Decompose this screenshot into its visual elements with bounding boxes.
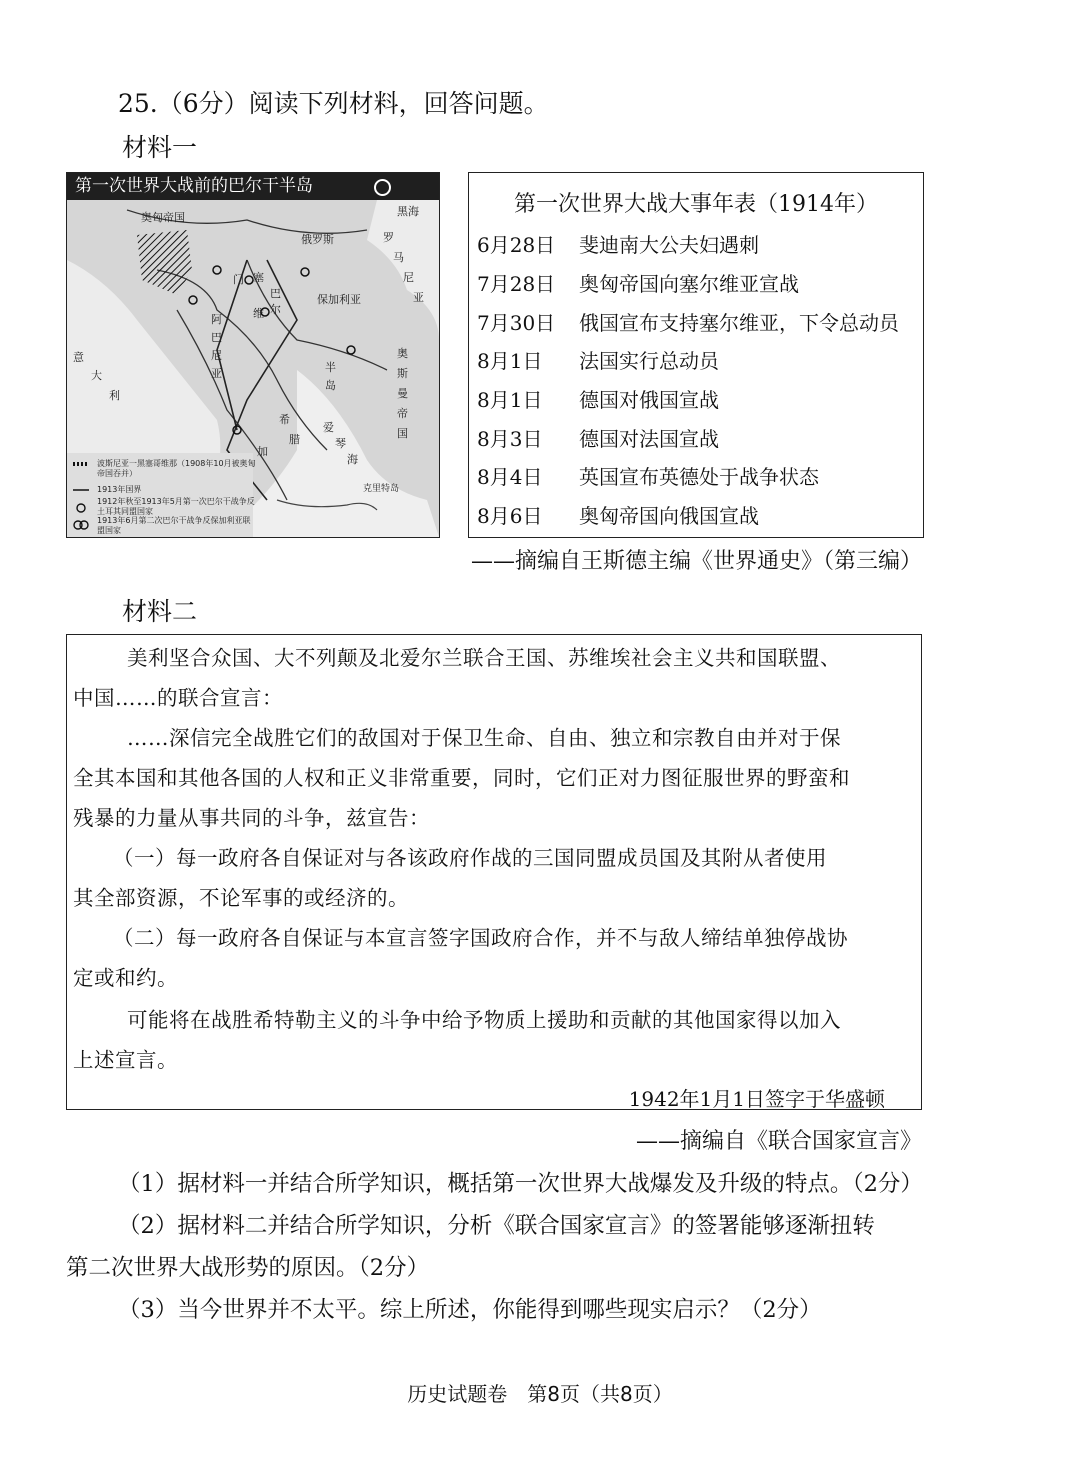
- event-text: 奥匈帝国向俄国宣战: [579, 504, 759, 528]
- map-label: 尔: [270, 303, 281, 316]
- map-label: 巴: [270, 287, 281, 300]
- table-row: [477, 384, 719, 413]
- table-row: [477, 500, 759, 529]
- map-label: 巴: [211, 331, 222, 344]
- legend-first-war: 1912年秋至1913年5月第一次巴尔干战争反土耳其同盟国家: [97, 497, 255, 516]
- map-label: 亚: [413, 291, 424, 304]
- balkan-map: [66, 172, 440, 538]
- declaration-line: 残暴的力量从事共同的斗争，兹宣告：: [73, 806, 430, 830]
- material2-source: ——摘编自《联合国家宣言》: [635, 1129, 922, 1154]
- declaration-line: （一）每一政府各自保证对与各该政府作战的三国同盟成员国及其附从者使用: [113, 846, 827, 870]
- table-row: [477, 461, 819, 490]
- map-label: 岛: [325, 379, 336, 392]
- question-2: （2）据材料二并结合所学知识，分析《联合国家宣言》的签署能够逐渐扭转: [118, 1213, 875, 1239]
- map-label: 尼: [403, 271, 414, 284]
- event-text: 俄国宣布支持塞尔维亚，下令总动员: [579, 311, 899, 335]
- material1-source: ——摘编自王斯德主编《世界通史》（第三编）: [470, 549, 922, 574]
- declaration-line: 中国……的联合宣言：: [73, 686, 283, 710]
- map-label: 爱: [323, 421, 334, 434]
- event-date: 6月28日: [477, 233, 556, 257]
- declaration-line: 全其本国和其他各国的人权和正义非常重要，同时，它们正对力图征服世界的野蛮和: [73, 766, 850, 790]
- map-label: 国: [397, 427, 408, 440]
- map-label: 曼: [397, 387, 408, 400]
- map-label: 帝: [397, 407, 408, 420]
- material2-label: 材料二: [122, 597, 198, 626]
- declaration-box: [66, 634, 922, 1110]
- event-text: 英国宣布英德处于战争状态: [579, 465, 819, 489]
- table-row: [477, 423, 719, 452]
- map-label: 俄罗斯: [301, 233, 334, 246]
- table-row: [477, 229, 759, 258]
- legend-annexed: 波斯尼亚一黑塞哥维那（1908年10月被奥匈帝国吞并）: [97, 459, 256, 478]
- declaration-line: 可能将在战胜希特勒主义的斗争中给予物质上援助和贡献的其他国家得以加入: [127, 1008, 841, 1032]
- event-date: 8月1日: [477, 388, 543, 412]
- map-label: 奥: [397, 347, 408, 360]
- question-title: 25.（6分）阅读下列材料，回答问题。: [118, 89, 549, 118]
- map-title-circle-icon: [374, 179, 391, 196]
- map-label: 斯: [397, 367, 408, 380]
- map-label: 尼: [211, 349, 222, 362]
- legend-second-war: 1913年6月第二次巴尔干战争反保加利亚联盟国家: [97, 516, 251, 535]
- event-text: 斐迪南大公夫妇遇刺: [579, 233, 759, 257]
- declaration-line: 其全部资源，不论军事的或经济的。: [73, 886, 409, 910]
- map-label: 大: [91, 369, 102, 382]
- question-2-cont: 第二次世界大战形势的原因。（2分）: [66, 1255, 430, 1281]
- map-label: 塞: [253, 271, 264, 284]
- declaration-line: （二）每一政府各自保证与本宣言签字国政府合作，并不与敌人缔结单独停战协: [113, 926, 848, 950]
- event-date: 8月3日: [477, 427, 543, 451]
- event-text: 奥匈帝国向塞尔维亚宣战: [579, 272, 799, 296]
- map-label: 黑海: [397, 205, 419, 218]
- map-label: 门: [233, 273, 244, 286]
- event-text: 法国实行总动员: [579, 349, 719, 373]
- declaration-line: 上述宣言。: [73, 1048, 178, 1072]
- map-label: 意: [73, 351, 84, 364]
- map-label: 维: [253, 307, 264, 320]
- map-label: 奥匈帝国: [141, 211, 185, 224]
- event-text: 德国对俄国宣战: [579, 388, 719, 412]
- event-date: 7月30日: [477, 311, 556, 335]
- event-date: 8月4日: [477, 465, 543, 489]
- page-footer: 历史试题卷 第8页（共8页）: [407, 1382, 673, 1406]
- declaration-line: 定或和约。: [73, 966, 178, 990]
- map-label: 利: [109, 389, 120, 402]
- event-date: 7月28日: [477, 272, 556, 296]
- map-label: 加: [257, 445, 268, 458]
- map-label: 保加利亚: [317, 293, 361, 306]
- declaration-line: ……深信完全战胜它们的敌国对于保卫生命、自由、独立和宗教自由并对于保: [127, 726, 841, 750]
- map-label: 克里特岛: [363, 484, 400, 494]
- map-label: 腊: [289, 433, 300, 446]
- table-row: [477, 345, 719, 374]
- event-text: 德国对法国宣战: [579, 427, 719, 451]
- map-label: 罗: [383, 231, 394, 244]
- declaration-line: 美利坚合众国、大不列颠及北爱尔兰联合王国、苏维埃社会主义共和国联盟、: [127, 646, 841, 670]
- event-date: 8月1日: [477, 349, 543, 373]
- event-date: 8月6日: [477, 504, 543, 528]
- map-label: 亚: [211, 367, 222, 380]
- material1-label: 材料一: [122, 133, 198, 162]
- question-3: （3）当今世界并不太平。综上所述，你能得到哪些现实启示？（2分）: [118, 1297, 822, 1323]
- map-label: 海: [347, 453, 358, 466]
- map-label: 琴: [335, 437, 346, 450]
- table-row: [477, 307, 899, 336]
- declaration-date: 1942年1月1日签字于华盛顿: [628, 1087, 885, 1111]
- map-label: 阿: [211, 313, 222, 326]
- map-label: 希: [279, 413, 290, 426]
- table-row: [477, 268, 799, 297]
- chronology-table: [468, 172, 924, 538]
- legend-border: 1913年国界: [97, 485, 142, 494]
- map-label: 马: [393, 251, 404, 264]
- table-title: 第一次世界大战大事年表（1914年）: [514, 192, 878, 217]
- map-label: 半: [325, 361, 336, 374]
- map-title-text: 第一次世界大战前的巴尔干半岛: [75, 176, 313, 196]
- map-title: [67, 173, 439, 200]
- question-1: （1）据材料一并结合所学知识，概括第一次世界大战爆发及升级的特点。（2分）: [118, 1171, 923, 1197]
